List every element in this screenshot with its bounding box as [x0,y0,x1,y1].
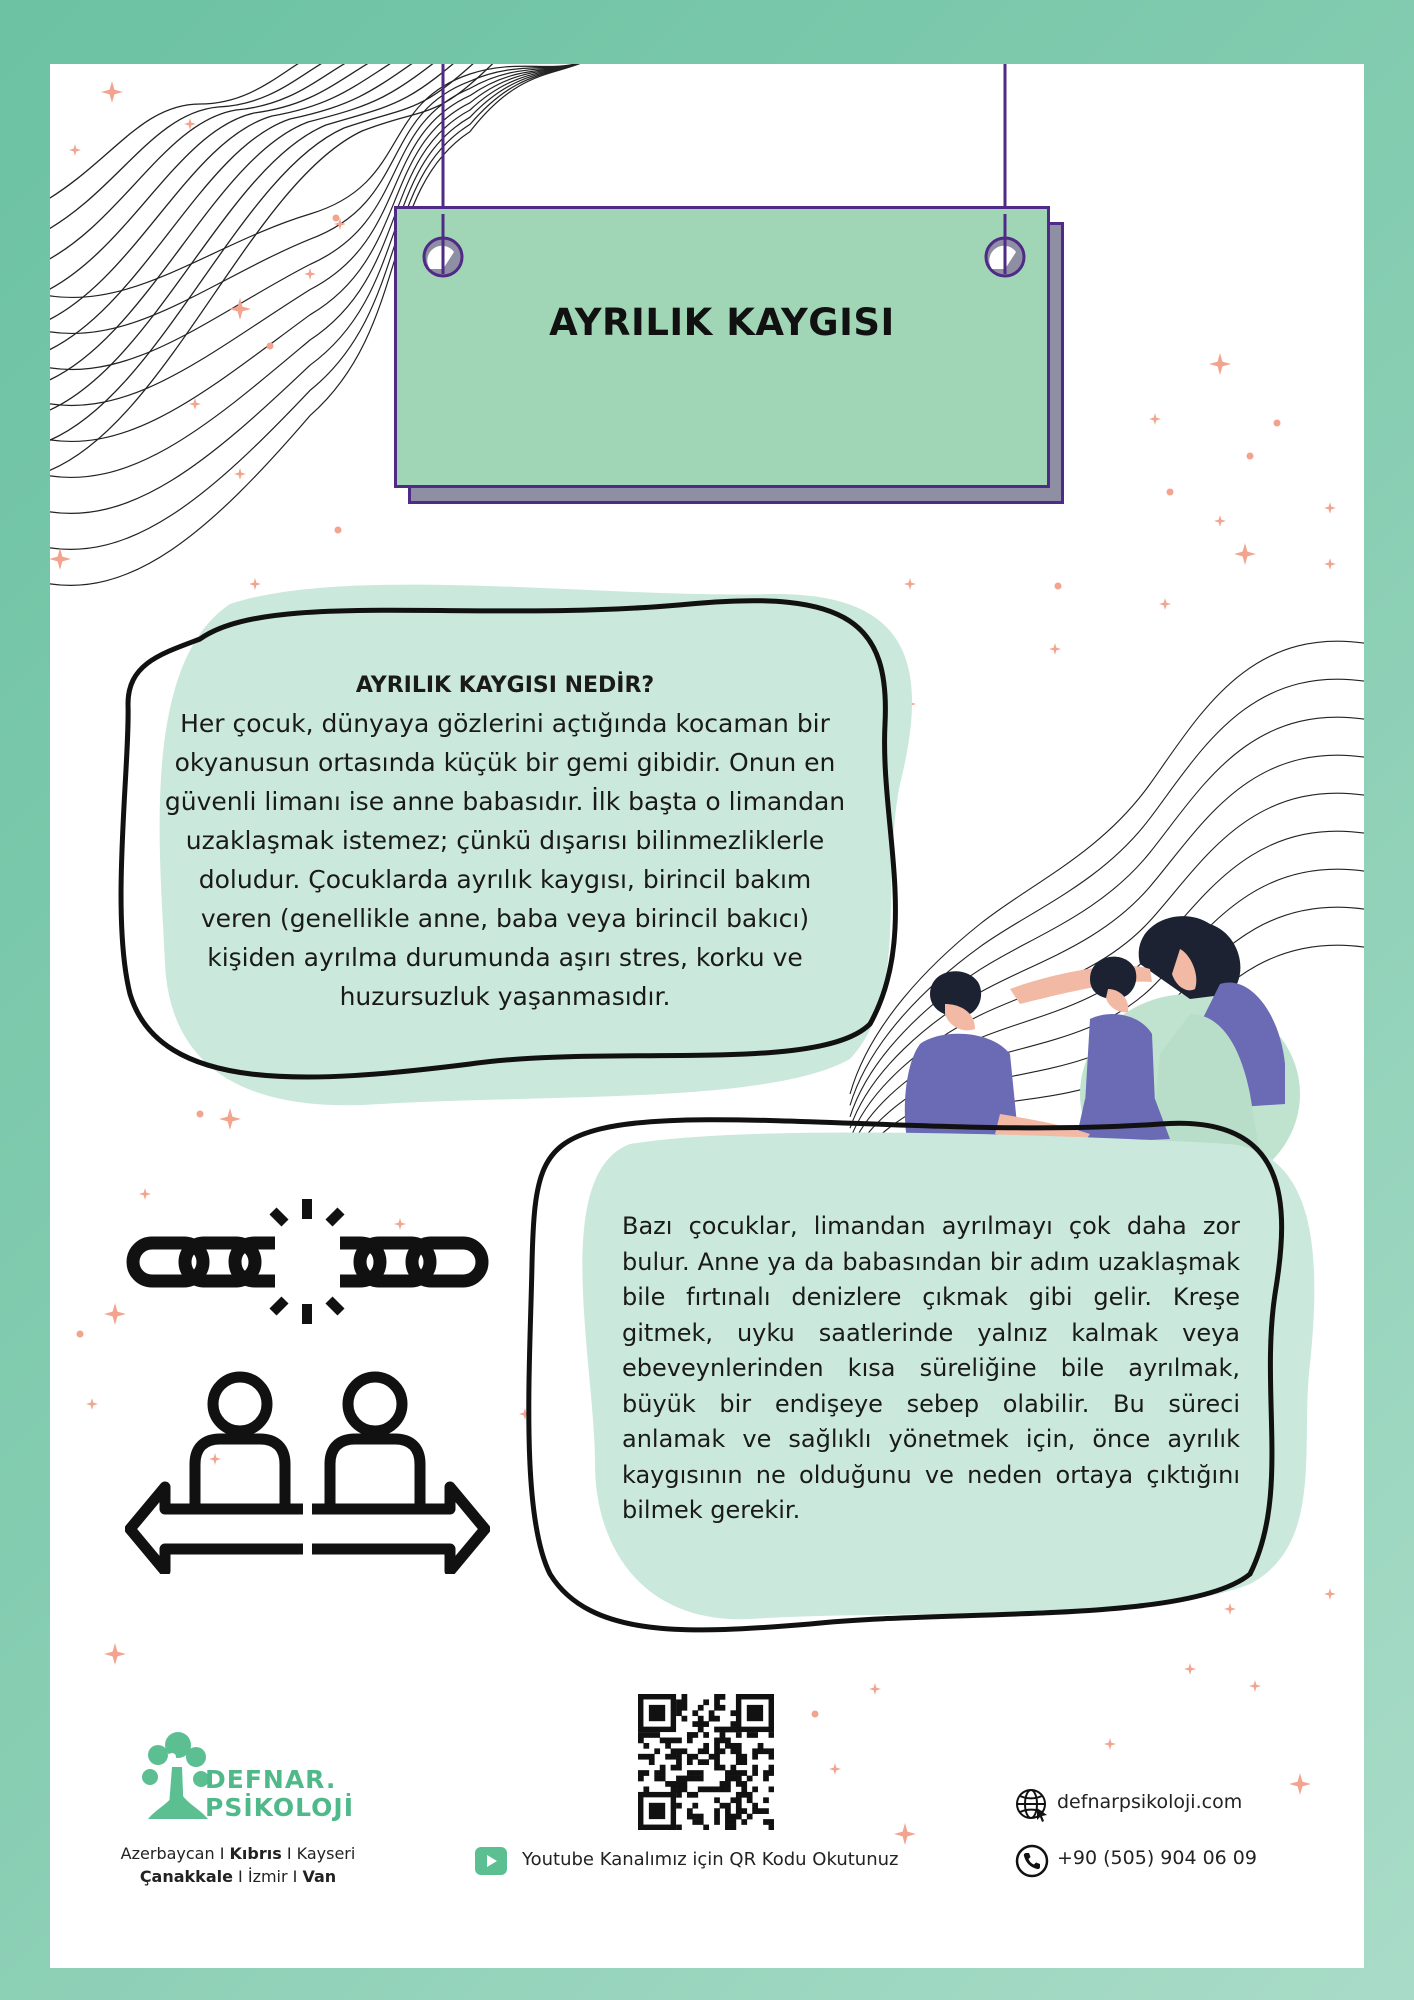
youtube-icon[interactable] [475,1847,507,1875]
separator: I [287,1867,303,1886]
globe-icon [1015,1788,1049,1822]
separator: I [281,1844,297,1863]
page-title: AYRILIK KAYGISI [549,301,895,344]
defnar-logo [138,1727,213,1822]
section-body: Her çocuk, dünyaya gözlerini açtığında kocaman bir okyanusun ortasında küçük bir gemi gibidir. Onun en güvenli limanı ise anne babasıdır. İlk başta o limandan uzaklaşmak istemez; çünkü dışarısı bilinmezliklerle doludur. Çocuklarda ayrılık kaygısı, birincil bakım veren (genellikle anne, baba veya birincil bakıcı) kişiden ayrılma durumunda aşırı stres, korku ve huzursuzluk yaşanmasıdır. [164,709,846,1011]
location-izmir: İzmir [247,1867,288,1886]
separator: I [214,1844,230,1863]
section-heading: AYRILIK KAYGISI NEDİR? [355,673,655,698]
phone-icon [1015,1844,1049,1878]
location-azerbaycan: Azerbaycan [120,1844,215,1863]
brand-line-2: PSİKOLOJİ [205,1793,355,1822]
qr-code[interactable] [638,1694,774,1830]
location-kayseri: Kayseri [296,1844,356,1863]
brand-line-1: DEFNAR. [205,1765,337,1794]
phone-number[interactable]: +90 (505) 904 06 09 [1057,1847,1257,1869]
website-link[interactable]: defnarpsikoloji.com [1057,1791,1243,1813]
brand-name [205,1766,354,1822]
locations-line-1 [108,1842,368,1865]
locations-line-2 [108,1865,368,1888]
separator: I [232,1867,248,1886]
youtube-qr-text: Youtube Kanalımız için QR Kodu Okutunuz [522,1849,899,1870]
text-bubble-2 [50,64,1364,1968]
broken-chain-icon [125,1199,490,1324]
poster-page [50,64,1364,1968]
section-explanation: Bazı çocuklar, limandan ayrılmayı çok daha zor bulur. Anne ya da babasından bir adım uzaklaşmak bile fırtınalı denizlere çıkmak gibi gelir. Kreşe gitmek, uyku saatlerinde yalnız kalmak veya ebeveynlerinden kısa süreliğine bile ayrılmak, büyük bir endişeye sebep olabilir. Bu süreci anlamak ve sağlıklı yönetmek için, önce ayrılık kaygısının ne olduğunu ve neden ortaya çıktığını bilmek gerekir. [622,1212,1240,1524]
location-kibris: Kıbrıs [229,1844,282,1863]
separation-arrows-icon [125,1369,490,1574]
location-van: Van [302,1867,337,1886]
location-canakkale: Çanakkale [139,1867,233,1886]
locations [108,1842,368,1888]
